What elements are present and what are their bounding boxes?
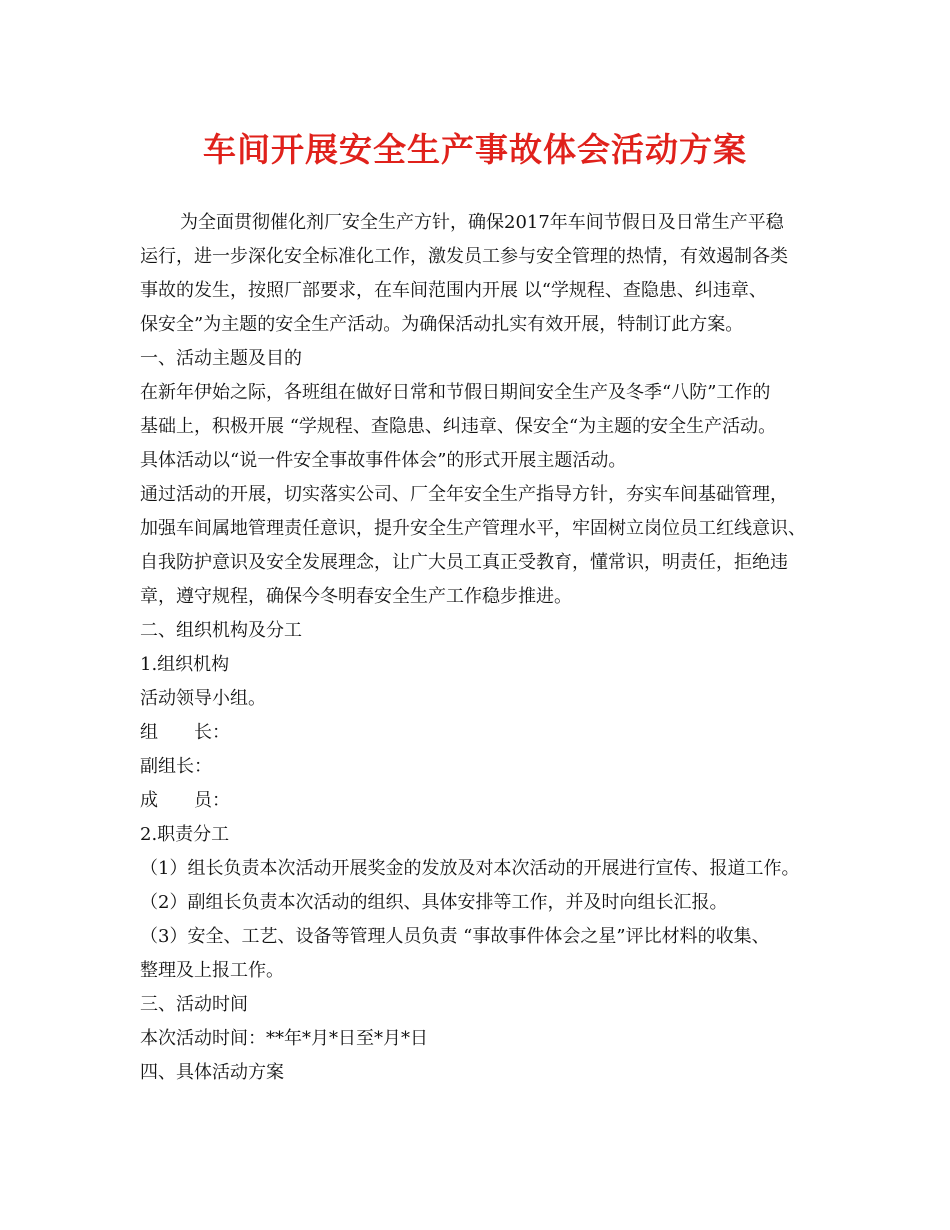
document-line: 章，遵守规程，确保今冬明春安全生产工作稳步推进。 [140,586,572,607]
document-line: 成 员： [140,790,230,811]
document-line: 组 长： [140,722,230,743]
document-line: 事故的发生，按照厂部要求，在车间范围内开展 以“学规程、查隐患、纠违章、 [140,280,767,301]
document-line: 活动领导小组。 [140,688,266,709]
document-line: 自我防护意识及安全发展理念，让广大员工真正受教育，懂常识，明责任，拒绝违 [140,552,788,573]
document-line: 为全面贯彻催化剂厂安全生产方针，确保2017年车间节假日及日常生产平稳 [180,212,784,233]
document-title: 车间开展安全生产事故体会活动方案 [203,130,747,169]
document-line: 通过活动的开展，切实落实公司、厂全年安全生产指导方针，夯实车间基础管理， [140,484,788,505]
document-line: 二、组织机构及分工 [140,620,302,641]
document-line: 加强车间属地管理责任意识，提升安全生产管理水平，牢固树立岗位员工红线意识、 [140,518,806,539]
document-line: 四、具体活动方案 [140,1062,284,1083]
document-line: 保安全”为主题的安全生产活动。为确保活动扎实有效开展，特制订此方案。 [140,314,744,335]
document-line: 在新年伊始之际，各班组在做好日常和节假日期间安全生产及冬季“八防”工作的 [140,382,771,403]
document-line: （1）组长负责本次活动开展奖金的发放及对本次活动的开展进行宣传、报道工作。 [140,858,800,879]
document-body [140,206,830,1090]
document-line: 2.职责分工 [140,824,230,845]
document-line: 三、活动时间 [140,994,248,1015]
document-line: 整理及上报工作。 [140,960,284,981]
document-line: 基础上，积极开展 “学规程、查隐患、纠违章、保安全“为主题的安全生产活动。 [140,416,777,437]
document-line: 副组长： [140,756,212,777]
document-line: 运行，进一步深化安全标准化工作，激发员工参与安全管理的热情，有效遏制各类 [140,246,788,267]
document-line: 一、活动主题及目的 [140,348,302,369]
document-line: 本次活动时间：**年*月*日至*月*日 [140,1028,428,1049]
document-line: 1.组织机构 [140,654,230,675]
document-line: 具体活动以“说一件安全事故事件体会”的形式开展主题活动。 [140,450,627,471]
document-line: （3）安全、工艺、设备等管理人员负责 “事故事件体会之星”评比材料的收集、 [140,926,770,947]
document-line: （2）副组长负责本次活动的组织、具体安排等工作，并及时向组长汇报。 [140,892,728,913]
